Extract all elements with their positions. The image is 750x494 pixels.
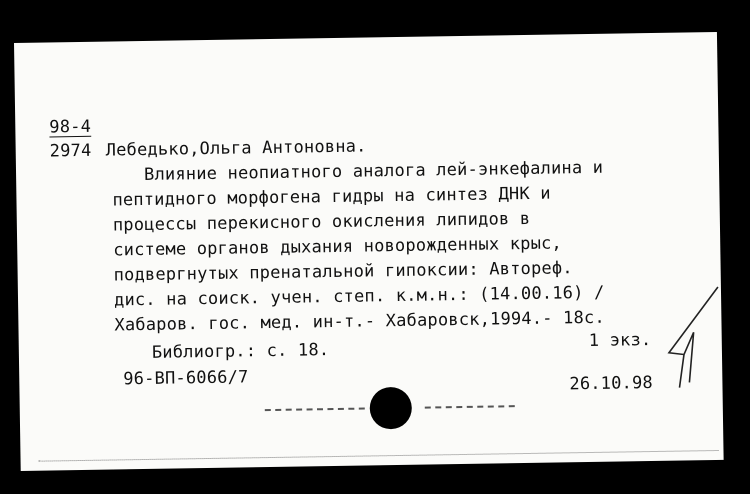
inventory-number: 2974 [49, 140, 92, 162]
copies-count: 1 экз. [588, 330, 652, 352]
title-line: дис. на соиск. учен. степ. к.м.н.: (14.00.16) / [113, 282, 605, 311]
catalog-card [14, 32, 724, 471]
dashed-rule [425, 405, 515, 408]
title-line: пептидного морфогена гидры на синтез ДНК и [112, 183, 551, 211]
title-line: системе органов дыхания новорожденных крыс, [113, 233, 563, 261]
bottom-edge [39, 450, 719, 462]
bibliography-note: Библиогр.: с. 18. [151, 340, 330, 363]
title-line: процессы перекисного окисления липидов в [112, 208, 531, 236]
shelf-code: 98-4 [49, 116, 92, 138]
publication-line: Хабаров. гос. мед. ин-т.- Хабаровск,1994.- 18с. [114, 307, 605, 336]
dashed-rule [265, 408, 365, 412]
author-name: Лебедько,Ольга Антоновна. [105, 136, 367, 161]
title-line: подвергнутых пренатальной гипоксии: Автореф. [113, 258, 573, 286]
check-mark-icon [648, 282, 730, 393]
receipt-date: 26.10.98 [569, 373, 654, 395]
punch-hole [369, 387, 412, 430]
call-number: 96-ВП-6066/7 [123, 367, 249, 390]
title-line: Влияние неопиатного аналога лей-энкефалина и [143, 157, 604, 185]
